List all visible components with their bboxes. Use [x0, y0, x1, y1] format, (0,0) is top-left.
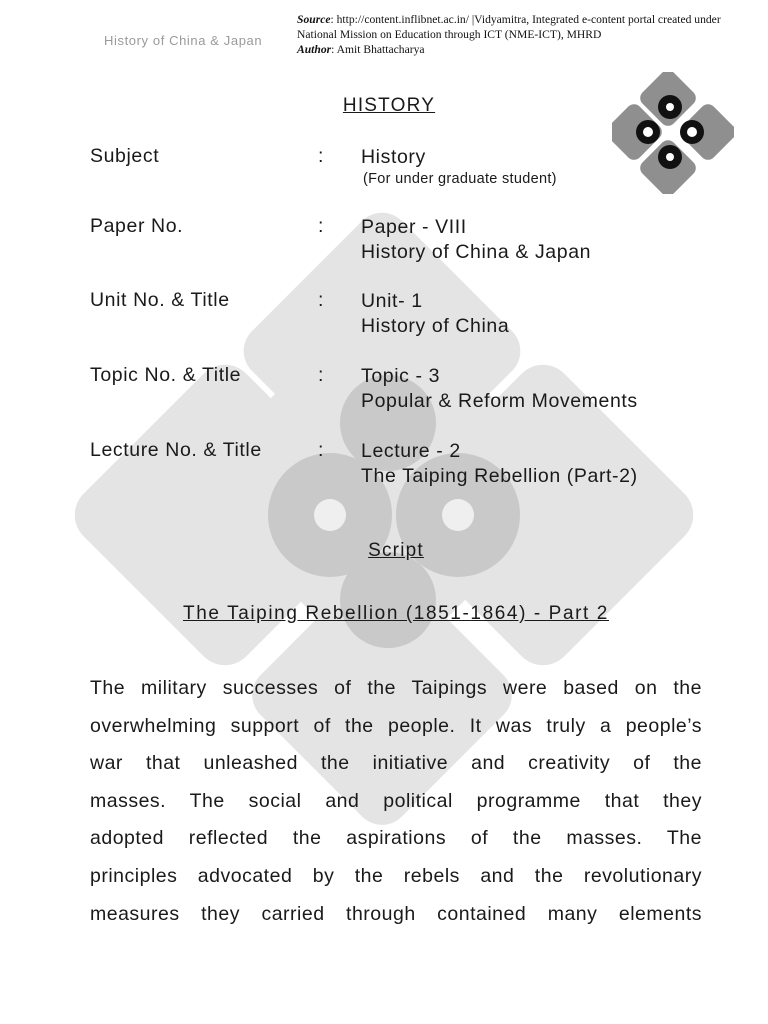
source-citation — [297, 12, 737, 57]
detail-colon: : — [318, 215, 325, 237]
page-title: HISTORY — [342, 95, 436, 116]
source-label: Source — [297, 13, 331, 26]
body-paragraph — [90, 670, 702, 933]
script-heading: Script — [368, 540, 424, 561]
detail-label: Paper No. — [90, 215, 184, 237]
detail-value — [361, 364, 638, 414]
section-title: The Taiping Rebellion (1851-1864) - Part 2 — [183, 603, 609, 624]
detail-subtext: (For under graduate student) — [363, 171, 557, 187]
body-line: principles advocated by the rebels and the revolutionary — [90, 864, 702, 887]
body-line: The military successes of the Taipings were based on the — [90, 677, 702, 699]
detail-label: Subject — [90, 145, 160, 167]
body-line: war that unleashed the initiative and creativity of the — [90, 752, 702, 775]
author-text: : Amit Bhattacharya — [331, 43, 425, 56]
detail-value-line-2: The Taiping Rebellion (Part-2) — [361, 465, 638, 487]
detail-label: Lecture No. & Title — [90, 439, 262, 461]
detail-value-line: Topic - 3 — [361, 365, 441, 387]
detail-value-line: Lecture - 2 — [361, 440, 461, 462]
detail-value — [361, 289, 509, 339]
detail-value-line: History — [361, 146, 426, 168]
detail-value — [361, 215, 591, 265]
detail-value-line-2: Popular & Reform Movements — [361, 390, 638, 412]
body-line: masses. The social and political programme that they — [90, 789, 702, 812]
detail-value-line: Paper - VIII — [361, 216, 467, 238]
detail-label: Topic No. & Title — [90, 364, 242, 386]
body-line: measures they carried through contained many elements — [90, 902, 702, 925]
detail-value-line-2: History of China — [361, 315, 510, 337]
epathshala-logo — [612, 72, 734, 194]
detail-colon: : — [318, 145, 325, 167]
detail-value-line: Unit- 1 — [361, 290, 423, 312]
author-label: Author — [297, 43, 332, 56]
detail-value — [361, 145, 557, 188]
detail-value — [361, 439, 638, 489]
detail-value-line-2: History of China & Japan — [361, 241, 592, 263]
detail-colon: : — [318, 289, 325, 311]
detail-colon: : — [318, 439, 325, 461]
detail-label: Unit No. & Title — [90, 289, 230, 311]
body-line: adopted reflected the aspirations of the masses. The — [90, 827, 702, 850]
detail-colon: : — [318, 364, 325, 386]
running-header: History of China & Japan — [104, 33, 263, 48]
source-text: : http://content.inflibnet.ac.in/ |Vidyamitra, Integrated e-content portal created under National Mission on Education through ICT (NME-ICT), MHRD — [297, 13, 721, 41]
body-line: overwhelming support of the people. It was truly a people’s — [90, 714, 702, 737]
